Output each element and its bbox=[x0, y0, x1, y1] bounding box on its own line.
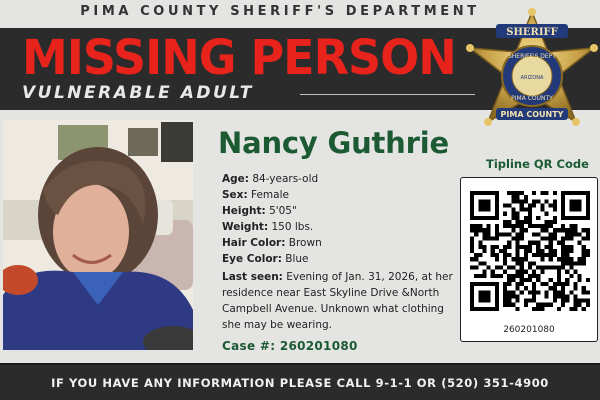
detail-value: 150 lbs. bbox=[271, 221, 314, 233]
poster-subtitle: VULNERABLE ADULT bbox=[22, 83, 254, 103]
qr-code-number: 260201080 bbox=[503, 325, 555, 335]
person-details bbox=[222, 171, 457, 333]
sheriff-badge-icon bbox=[462, 4, 600, 149]
case-number bbox=[222, 339, 358, 353]
detail-height bbox=[222, 203, 457, 219]
badge-scroll-text: PIMA COUNTY bbox=[500, 110, 564, 119]
detail-label: Age: bbox=[222, 173, 249, 185]
footer-bar bbox=[0, 363, 600, 400]
detail-value: Evening of Jan. 31, 2026, at her residence near East Skyline Drive &North Campbell Avenue. Unknown what clothing she may be wearing. bbox=[222, 271, 453, 331]
badge-bottom-text: PIMA COUNTY bbox=[511, 95, 553, 102]
tipline-qr-code[interactable] bbox=[460, 177, 598, 342]
case-value: 260201080 bbox=[279, 339, 358, 353]
detail-hair-color bbox=[222, 235, 457, 251]
detail-label: Height: bbox=[222, 205, 266, 217]
detail-label: Hair Color: bbox=[222, 237, 286, 249]
missing-person-photo bbox=[3, 120, 193, 350]
detail-weight bbox=[222, 219, 457, 235]
detail-age bbox=[222, 171, 457, 187]
case-label: Case #: bbox=[222, 339, 276, 353]
portrait-photo-icon bbox=[3, 120, 193, 350]
badge-top-text: SHERIFF bbox=[506, 27, 558, 38]
detail-label: Sex: bbox=[222, 189, 248, 201]
footer-contact-text: IF YOU HAVE ANY INFORMATION PLEASE CALL 9-1-1 OR (520) 351-4900 bbox=[51, 376, 549, 390]
detail-last-seen bbox=[222, 269, 457, 333]
poster-title: MISSING PERSON bbox=[22, 28, 456, 86]
department-name: PIMA COUNTY SHERIFF'S DEPARTMENT bbox=[80, 4, 480, 19]
person-name: Nancy Guthrie bbox=[218, 126, 449, 160]
detail-value: 84-years-old bbox=[252, 173, 319, 185]
subtitle-divider bbox=[300, 94, 475, 95]
detail-label: Weight: bbox=[222, 221, 269, 233]
qr-code-icon[interactable] bbox=[470, 186, 590, 316]
detail-value: Blue bbox=[285, 253, 309, 265]
detail-eye-color bbox=[222, 251, 457, 267]
detail-label: Last seen: bbox=[222, 271, 283, 283]
detail-label: Eye Color: bbox=[222, 253, 282, 265]
detail-value: Brown bbox=[288, 237, 322, 249]
badge-center-text: ARIZONA bbox=[520, 75, 544, 81]
detail-value: 5'05" bbox=[269, 205, 297, 217]
qr-label: Tipline QR Code bbox=[486, 157, 589, 171]
detail-value: Female bbox=[251, 189, 289, 201]
badge-ring-text: SHERIFF'S DEPT bbox=[507, 53, 557, 60]
detail-sex bbox=[222, 187, 457, 203]
